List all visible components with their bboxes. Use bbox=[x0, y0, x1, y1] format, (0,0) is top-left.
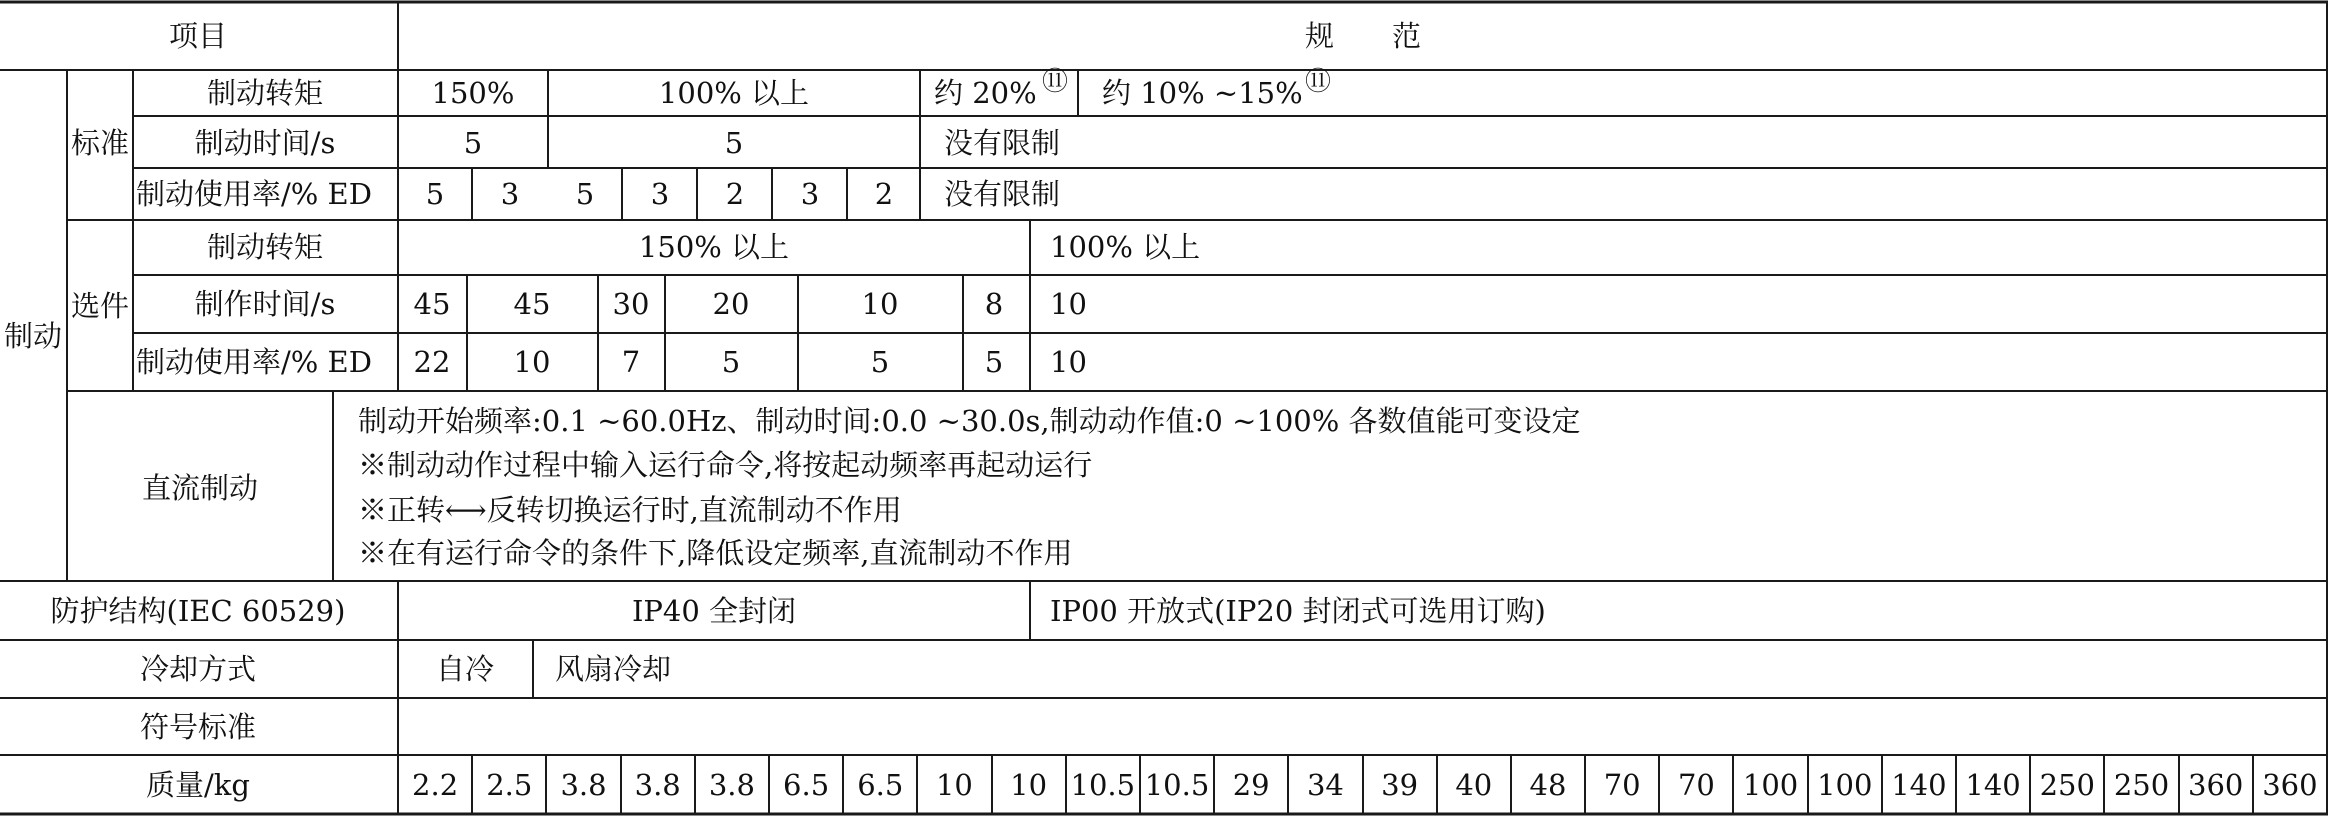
std-torque-label: 制动转矩 bbox=[206, 76, 324, 110]
opt-duty-value: 7 bbox=[621, 345, 641, 379]
mass-values bbox=[412, 768, 2318, 802]
mass-value: 140 bbox=[1965, 768, 2021, 802]
mass-value: 34 bbox=[1306, 768, 1344, 802]
opt-torque-150: 150% 以上 bbox=[638, 230, 790, 264]
std-time-a: 5 bbox=[463, 126, 483, 160]
opt-time-value: 45 bbox=[513, 287, 551, 321]
std-duty-values bbox=[426, 177, 893, 211]
opt-time-values bbox=[414, 287, 1087, 321]
opt-duty-value: 10 bbox=[513, 345, 551, 379]
mass-value: 10.5 bbox=[1070, 768, 1136, 802]
protection-ip00: IP00 开放式(IP20 封闭式可选用订购) bbox=[1050, 594, 1546, 628]
mass-value: 10.5 bbox=[1144, 768, 1210, 802]
opt-time-value: 45 bbox=[413, 287, 451, 321]
std-duty-value: 3 bbox=[800, 177, 820, 211]
opt-duty-value: 22 bbox=[413, 345, 451, 379]
mass-value: 6.5 bbox=[783, 768, 830, 802]
dc-braking-line-2: ※制动动作过程中输入运行命令,将按起动频率再起动运行 bbox=[358, 448, 1093, 482]
cooling-fan: 风扇冷却 bbox=[555, 652, 672, 686]
opt-time-value: 8 bbox=[984, 287, 1004, 321]
opt-time-value: 20 bbox=[712, 287, 750, 321]
standard-label: 标准 bbox=[70, 126, 130, 160]
dc-braking-label: 直流制动 bbox=[141, 471, 259, 505]
mass-value: 360 bbox=[2262, 768, 2318, 802]
opt-duty-value: 5 bbox=[870, 345, 890, 379]
std-time-b: 5 bbox=[724, 126, 744, 160]
opt-time-value: 10 bbox=[1050, 287, 1087, 321]
std-duty-value: 5 bbox=[425, 177, 445, 211]
mass-value: 250 bbox=[2039, 768, 2095, 802]
mass-label: 质量/kg bbox=[146, 768, 250, 802]
mass-value: 10 bbox=[1010, 768, 1048, 802]
option-label: 选件 bbox=[70, 289, 130, 323]
opt-time-label: 制作时间/s bbox=[194, 287, 336, 321]
mass-value: 360 bbox=[2188, 768, 2244, 802]
mass-value: 40 bbox=[1455, 768, 1493, 802]
opt-duty-value: 10 bbox=[1050, 345, 1087, 379]
opt-duty-value: 5 bbox=[721, 345, 741, 379]
mass-value: 100 bbox=[1817, 768, 1873, 802]
std-time-unlimited: 没有限制 bbox=[944, 126, 1061, 160]
dc-braking-line-1: 制动开始频率:0.1 ~60.0Hz、制动时间:0.0 ~30.0s,制动动作值:0 ~100% 各数值能可变设定 bbox=[358, 404, 1581, 438]
header-spec-label: 规 范 bbox=[1304, 19, 1422, 53]
opt-time-value: 30 bbox=[612, 287, 650, 321]
mass-value: 29 bbox=[1232, 768, 1270, 802]
std-duty-value: 2 bbox=[874, 177, 894, 211]
std-duty-value: 5 bbox=[575, 177, 595, 211]
std-torque-10-15-note: ⑪ bbox=[1305, 67, 1332, 97]
mass-value: 70 bbox=[1603, 768, 1641, 802]
mass-value: 10 bbox=[935, 768, 973, 802]
opt-torque-100: 100% 以上 bbox=[1050, 230, 1201, 264]
dc-braking-line-4: ※在有运行命令的条件下,降低设定频率,直流制动不作用 bbox=[358, 536, 1073, 570]
mass-value: 250 bbox=[2113, 768, 2170, 802]
std-duty-value: 2 bbox=[725, 177, 745, 211]
mass-value: 3.8 bbox=[560, 768, 607, 802]
opt-duty-label: 制动使用率/% ED bbox=[136, 345, 372, 379]
dc-braking-line-3: ※正转⟷反转切换运行时,直流制动不作用 bbox=[358, 493, 902, 527]
opt-duty-values bbox=[414, 345, 1087, 379]
std-torque-150: 150% bbox=[431, 76, 515, 110]
mass-value: 100 bbox=[1742, 768, 1799, 802]
header-item-label: 项目 bbox=[168, 19, 228, 53]
protection-ip40: IP40 全封闭 bbox=[631, 594, 797, 628]
cooling-self: 自冷 bbox=[435, 652, 495, 686]
mass-value: 140 bbox=[1891, 768, 1947, 802]
std-duty-unlimited: 没有限制 bbox=[944, 177, 1061, 211]
mass-value: 48 bbox=[1529, 768, 1567, 802]
mass-value: 3.8 bbox=[708, 768, 755, 802]
opt-torque-label: 制动转矩 bbox=[206, 230, 324, 264]
std-torque-20-note: ⑪ bbox=[1042, 67, 1069, 97]
opt-duty-value: 5 bbox=[984, 345, 1004, 379]
std-duty-value: 3 bbox=[500, 177, 520, 211]
cooling-label: 冷却方式 bbox=[139, 652, 257, 686]
mass-value: 70 bbox=[1677, 768, 1715, 802]
std-torque-10-15: 约 10% ~15% bbox=[1102, 76, 1303, 110]
std-time-label: 制动时间/s bbox=[194, 126, 336, 160]
mass-value: 2.2 bbox=[412, 768, 459, 802]
std-torque-100: 100% 以上 bbox=[658, 76, 810, 110]
mass-value: 3.8 bbox=[634, 768, 681, 802]
opt-time-value: 10 bbox=[861, 287, 899, 321]
std-torque-20: 约 20% bbox=[934, 76, 1037, 110]
std-duty-label: 制动使用率/% ED bbox=[136, 177, 372, 211]
mass-value: 39 bbox=[1381, 768, 1419, 802]
braking-group-label: 制动 bbox=[3, 319, 63, 353]
mass-value: 2.5 bbox=[486, 768, 533, 802]
mass-value: 6.5 bbox=[857, 768, 904, 802]
symbol-label: 符号标准 bbox=[139, 710, 257, 744]
protection-label: 防护结构(IEC 60529) bbox=[50, 594, 346, 628]
std-duty-value: 3 bbox=[650, 177, 670, 211]
